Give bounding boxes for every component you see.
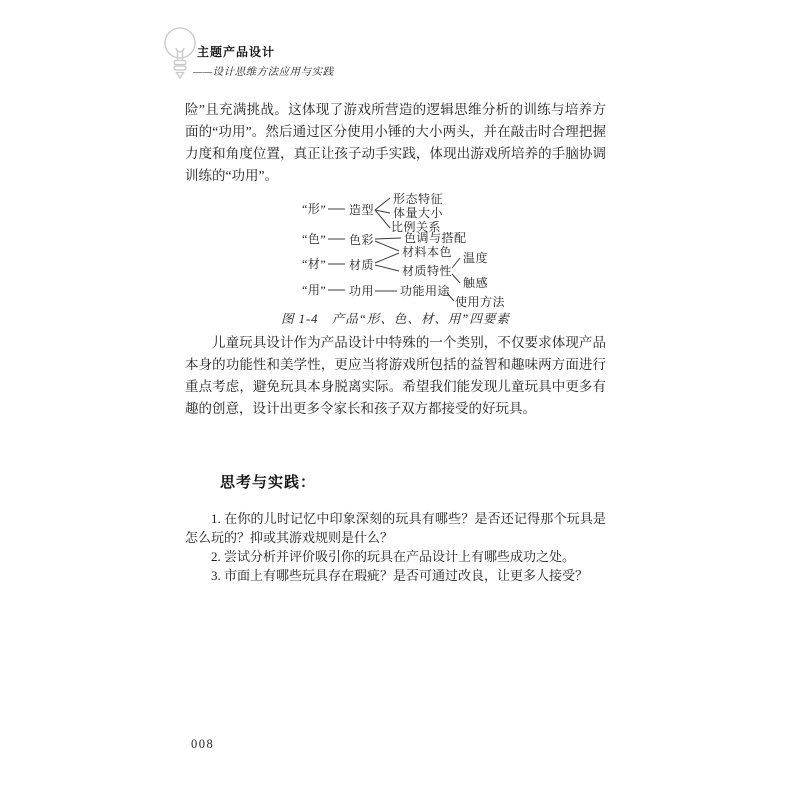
practice-heading: 思考与实践： xyxy=(220,475,317,491)
question-1: 1. 在你的儿时记忆中印象深刻的玩具有哪些？是否还记得那个玩具是怎么玩的？抑或其游戏规则是什么？ xyxy=(185,511,606,545)
diagram-leaf-wendu: 温度 xyxy=(463,251,489,265)
body-paragraph-2: 儿童玩具设计作为产品设计中特殊的一个类别，不仅要求体现产品本身的功能性和美学性，更应当将游戏所包括的益智和趣味两方面进行重点考虑，避免玩具本身脱离实际。希望我们能发现儿童玩具中更多有趣的创意，设计出更多令家长和孩子双方都接受的好玩具。 xyxy=(185,335,606,416)
diagram-node-secai: 色彩 xyxy=(349,233,375,247)
question-2: 2. 尝试分析并评价吸引你的玩具在产品设计上有哪些成功之处。 xyxy=(211,549,576,564)
diagram-leaf-xingtai: 形态特征 xyxy=(393,192,444,206)
figure-product-four-elements xyxy=(298,192,533,314)
diagram-leaf-yongtu: 功能用途 xyxy=(400,284,451,298)
page-number: 008 xyxy=(191,737,215,751)
diagram-node-zaoxing: 造型 xyxy=(349,203,375,217)
book-title: 主题产品设计 xyxy=(197,45,276,59)
practice-questions xyxy=(185,509,606,585)
diagram-leaf-shiyong: 使用方法 xyxy=(455,295,506,309)
diagram-leaf-sediao: 色调与搭配 xyxy=(404,231,467,245)
diagram-leaf-bense: 材料本色 xyxy=(402,245,453,259)
diagram-leaf-texing: 材质特性 xyxy=(402,264,453,278)
diagram-leaf-bili: 比例关系 xyxy=(391,220,442,234)
book-subtitle: ——设计思维方法应用与实践 xyxy=(193,67,334,78)
diagram-key-cai: “材” xyxy=(302,257,327,271)
diagram-key-xing: “形” xyxy=(302,202,327,216)
diagram-key-yong: “用” xyxy=(302,283,327,297)
figure-caption: 图 1-4 产品“形、色、材、用”四要素 xyxy=(281,312,510,326)
diagram-leaf-tiliang: 体量大小 xyxy=(393,206,444,220)
diagram-leaf-chugan: 触感 xyxy=(463,276,489,290)
diagram-node-caizhi: 材质 xyxy=(349,258,375,272)
question-3: 3. 市面上有哪些玩具存在瑕疵？是否可通过改良，让更多人接受？ xyxy=(211,568,589,583)
diagram-node-gongyong: 功用 xyxy=(349,284,375,298)
body-paragraph-1: 险”且充满挑战。这体现了游戏所营造的逻辑思维分析的训练与培养方面的“功用”。然后通过区分使用小锤的大小两头，并在敲击时合理把握力度和角度位置，真正让孩子动手实践，体现出游戏所培养的手脑协调训练的“功用”。 xyxy=(185,102,606,183)
diagram-key-se: “色” xyxy=(302,232,327,246)
